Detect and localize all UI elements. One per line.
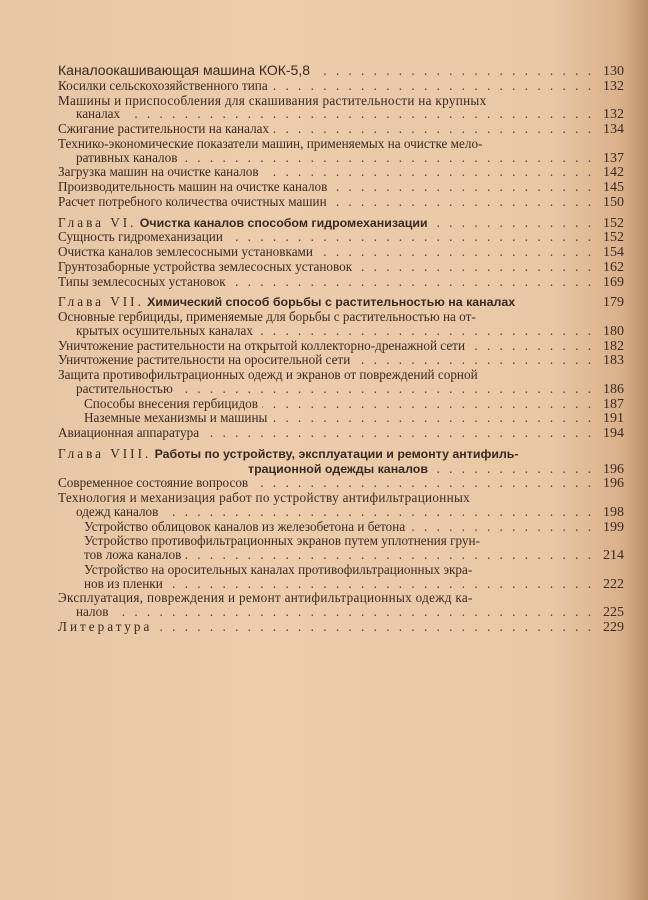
entry-title: Литература bbox=[58, 618, 153, 634]
entry-title: Наземные механизмы и машины bbox=[84, 410, 268, 426]
entry-title: Уничтожение растительности на оросительной сети bbox=[58, 352, 351, 368]
toc-entry bbox=[58, 591, 624, 620]
page-number: 152 bbox=[603, 215, 624, 231]
entry-title-cont: одежд каналов bbox=[76, 503, 159, 519]
leader-dots bbox=[263, 165, 594, 179]
toc-entry bbox=[58, 368, 624, 397]
leader-dots bbox=[257, 324, 594, 338]
entry-title-cont: крытых осушительных каналах bbox=[76, 322, 253, 338]
page-number: 199 bbox=[603, 519, 624, 535]
page-number: 180 bbox=[603, 323, 624, 339]
entry-title: Способы внесения гербицидов bbox=[84, 395, 258, 411]
entry-title: Грунтозаборные устройства землесосных установок bbox=[58, 258, 353, 274]
leader-dots bbox=[112, 605, 594, 619]
leader-dots bbox=[203, 426, 594, 440]
toc-subentry bbox=[58, 520, 624, 535]
entry-title: Загрузка машин на очистке каналов bbox=[58, 164, 259, 180]
entry-title: Устройство на оросительных каналах противофильтрационных экра- bbox=[84, 561, 473, 577]
entry-title: Эксплуатация, повреждения и ремонт антифильтрационных одежд ка- bbox=[58, 590, 473, 606]
leader-dots bbox=[272, 79, 594, 93]
page-number: 186 bbox=[603, 381, 624, 397]
entry-title-cont: налов bbox=[76, 604, 109, 619]
entry-title-cont: ративных каналов bbox=[76, 149, 178, 165]
toc-entry bbox=[58, 275, 624, 290]
page-number: 183 bbox=[603, 353, 624, 369]
toc-entry bbox=[58, 165, 624, 180]
entry-title: Технология и механизация работ по устройству антифильтрационных bbox=[58, 490, 471, 505]
entry-title-cont: нов из пленки bbox=[84, 575, 163, 591]
entry-title-cont: тов ложа каналов bbox=[84, 547, 182, 562]
leader-dots bbox=[314, 64, 594, 78]
entry-title: Расчет потребного количества очистных машин bbox=[58, 193, 327, 209]
toc-entry-literature bbox=[58, 620, 624, 635]
page-number: 152 bbox=[603, 230, 624, 246]
leader-dots bbox=[409, 520, 594, 534]
entry-title: Сущность гидромеханизации bbox=[58, 229, 223, 245]
entry-title: Технико-экономические показатели машин, применяемых на очистке мело- bbox=[58, 135, 483, 151]
page-number: 169 bbox=[603, 274, 624, 290]
page-number: 225 bbox=[603, 605, 624, 620]
entry-title: Сжигание растительности на каналах bbox=[58, 121, 270, 136]
toc-entry bbox=[58, 339, 624, 354]
toc-entry bbox=[58, 64, 624, 79]
entry-title-cont: растительностью bbox=[76, 380, 173, 396]
page-number: 145 bbox=[603, 180, 624, 195]
leader-dots bbox=[469, 339, 594, 353]
leader-dots bbox=[432, 462, 594, 476]
leader-dots bbox=[181, 151, 594, 165]
table-of-contents bbox=[58, 64, 624, 635]
toc-entry bbox=[58, 245, 624, 260]
chapter-title-cont: трационной одежды каналов bbox=[248, 461, 428, 476]
page-number: 182 bbox=[603, 338, 624, 354]
page-number: 198 bbox=[603, 504, 624, 520]
toc-entry bbox=[58, 79, 624, 94]
toc-entry bbox=[58, 195, 624, 210]
page-number: 191 bbox=[603, 411, 624, 427]
page-number: 142 bbox=[603, 165, 624, 181]
leader-dots bbox=[432, 216, 594, 230]
leader-dots bbox=[227, 230, 594, 244]
chapter-title: Очистка каналов способом гидромеханизации bbox=[139, 215, 428, 230]
entry-title: Устройство облицовок каналов из железобетона и бетона bbox=[84, 518, 406, 534]
leader-dots bbox=[354, 353, 594, 367]
page-number: 194 bbox=[603, 426, 624, 441]
entry-title: Каналоокашивающая машина КОК-5,8 bbox=[58, 62, 311, 78]
leader-dots bbox=[331, 180, 594, 194]
leader-dots bbox=[356, 260, 594, 274]
entry-title: Уничтожение растительности на открытой коллекторно-дренажной сети bbox=[58, 337, 466, 353]
page-number: 130 bbox=[603, 64, 624, 79]
entry-title: Производительность машин на очистке каналов bbox=[58, 179, 328, 194]
leader-dots bbox=[317, 245, 594, 259]
toc-entry bbox=[58, 260, 624, 275]
chapter-heading-7 bbox=[58, 295, 624, 310]
page-number: 222 bbox=[603, 576, 624, 592]
toc-entry bbox=[58, 180, 624, 195]
entry-title: Очистка каналов землесосными установками bbox=[58, 244, 313, 259]
page-number: 214 bbox=[603, 548, 624, 563]
page-number: 137 bbox=[603, 150, 624, 166]
leader-dots bbox=[252, 476, 594, 490]
chapter-title: Химический способ борьбы с растительностью на каналах bbox=[147, 295, 516, 310]
entry-title-cont: каналах bbox=[76, 106, 121, 122]
toc-subentry bbox=[58, 411, 624, 426]
chapter-heading-6 bbox=[58, 216, 624, 231]
page-number: 134 bbox=[603, 122, 624, 137]
chapter-heading-8 bbox=[58, 447, 624, 477]
page-number: 196 bbox=[603, 476, 624, 492]
entry-title: Основные гербициды, применяемые для борьбы с растительностью на от- bbox=[58, 309, 476, 324]
entry-title: Защита противофильтрационных одежд и экранов от повреждений сорной bbox=[58, 367, 478, 382]
page-number: 162 bbox=[603, 259, 624, 275]
entry-title: Авиационная аппаратура bbox=[58, 425, 200, 440]
toc-subentry bbox=[58, 397, 624, 412]
leader-dots bbox=[177, 382, 594, 396]
chapter-label: Глава VIII. bbox=[58, 445, 152, 461]
leader-dots bbox=[262, 397, 594, 411]
entry-title: Машины и приспособления для скашивания растительности на крупных bbox=[58, 92, 487, 108]
leader-dots bbox=[167, 577, 594, 591]
leader-dots bbox=[162, 505, 594, 519]
page-number: 196 bbox=[603, 461, 624, 477]
toc-entry bbox=[58, 491, 624, 520]
leader-dots bbox=[185, 548, 594, 562]
leader-dots bbox=[124, 107, 594, 121]
toc-entry bbox=[58, 476, 624, 491]
leader-dots bbox=[273, 122, 594, 136]
chapter-title: Работы по устройству, эксплуатации и ремонту антифиль- bbox=[154, 446, 519, 461]
page-number: 187 bbox=[603, 396, 624, 412]
toc-entry bbox=[58, 230, 624, 245]
toc-subentry bbox=[58, 534, 624, 563]
leader-dots bbox=[230, 275, 594, 289]
toc-subentry bbox=[58, 563, 624, 592]
toc-entry bbox=[58, 310, 624, 339]
leader-dots bbox=[156, 620, 594, 634]
entry-title: Устройство противофильтрационных экранов путем уплотнения грун- bbox=[84, 533, 480, 549]
page-number: 229 bbox=[603, 619, 624, 635]
entry-title: Косилки сельскохозяйственного типа bbox=[58, 77, 268, 93]
page-number: 132 bbox=[603, 107, 624, 123]
toc-entry bbox=[58, 122, 624, 137]
chapter-label: Глава VI. bbox=[58, 214, 137, 230]
page-number: 132 bbox=[603, 78, 624, 94]
entry-title: Типы землесосных установок bbox=[58, 273, 226, 289]
chapter-label: Глава VII. bbox=[58, 294, 144, 310]
leader-dots bbox=[271, 411, 594, 425]
toc-entry bbox=[58, 426, 624, 441]
leader-dots bbox=[331, 195, 594, 209]
page-number: 154 bbox=[603, 245, 624, 260]
toc-entry bbox=[58, 353, 624, 368]
toc-entry bbox=[58, 94, 624, 123]
entry-title: Современное состояние вопросов bbox=[58, 475, 249, 491]
page-number: 179 bbox=[603, 295, 624, 311]
page-number: 150 bbox=[603, 194, 624, 210]
toc-entry bbox=[58, 137, 624, 166]
